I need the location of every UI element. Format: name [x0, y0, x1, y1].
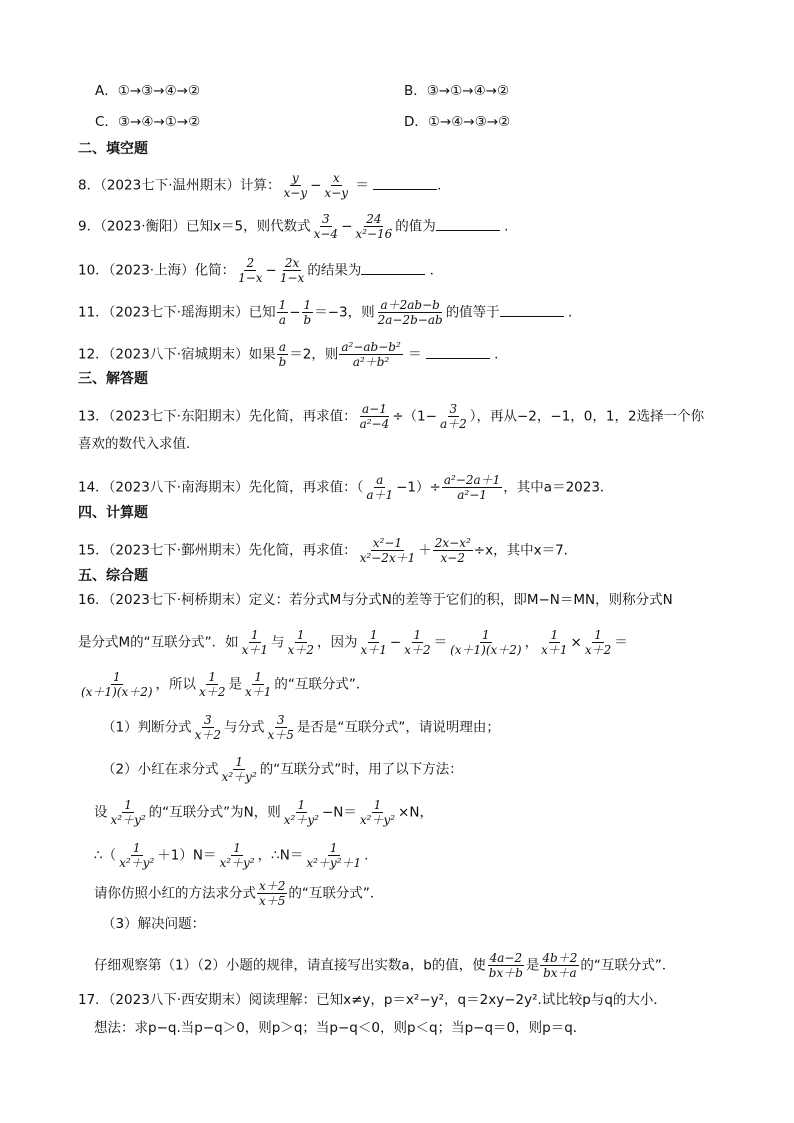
- question-16-part2-step2: ∴（ $\frac{1}{\text{x²＋y²}}$ ＋1）N＝ $\frac{1}{\text{x²＋y²}}$ ，∴N＝ $\frac{1}{\text{x²＋y²＋1}}$ .: [94, 841, 369, 870]
- option-d: D．①→④→③→②: [404, 114, 511, 130]
- fraction: $\frac{a-1}{\text{a²−4}}$: [359, 402, 390, 431]
- fraction: $\frac{1}{(x+1)(x+2)}$: [450, 628, 522, 657]
- fraction: $\frac{2x}{1-x}$: [279, 256, 305, 285]
- answer-blank[interactable]: [373, 177, 437, 190]
- fraction: $\frac{1}{x+1}$: [541, 628, 568, 657]
- fraction: $\frac{1}{x+2}$: [287, 628, 314, 657]
- fraction: $\frac{1}{a}$: [278, 298, 287, 327]
- fraction: $\frac{4b+2}{bx+a}$: [542, 951, 578, 980]
- fraction: $\frac{a}{b}$: [278, 340, 287, 369]
- answer-blank[interactable]: [361, 262, 425, 275]
- section-comp-heading: 五、综合题: [78, 568, 148, 584]
- fraction: $\frac{3}{x+5}$: [267, 713, 294, 742]
- fraction: $\frac{\text{a²−ab−b²}}{\text{a²＋b²}}$: [341, 340, 401, 369]
- fraction: $\frac{x}{x-y}$: [324, 171, 349, 200]
- question-11: 11．（2023七下·瑶海期末）已知 $\frac{1}{a}$ − $\frac{1}{b}$ ＝−3，则 $\frac{a+2ab-b}{2a-2b-ab}$ 的值等于 .: [78, 298, 573, 327]
- question-12: 12．（2023八下·宿城期末）如果 $\frac{a}{b}$ ＝2，则 $\frac{\text{a²−ab−b²}}{\text{a²＋b²}}$ ＝ .: [78, 340, 499, 369]
- fraction: $\frac{1}{\text{x²＋y²}}$: [283, 798, 319, 827]
- question-15: 15．（2023七下·鄞州期末）先化简，再求值： $\frac{\text{x²−1}}{\text{x²−2x＋1}}$ ＋ $\frac{\text{2x−x²}}{x-2}$ ÷x，其中x＝7．: [78, 536, 578, 565]
- fraction: $\frac{1}{\text{x²＋y²＋1}}$: [306, 841, 362, 870]
- fraction: $\frac{3}{a+2}$: [439, 402, 467, 431]
- question-13: 13．（2023七下·东阳期末）先化简，再求值： $\frac{a-1}{\text{a²−4}}$ ÷（1− $\frac{3}{a+2}$ ），再从−2，−1，0，1，2选择一个你: [78, 402, 705, 431]
- answer-blank[interactable]: [436, 218, 500, 231]
- fraction: $\frac{1}{x+1}$: [244, 670, 272, 699]
- question-16-part2: （2）小红在求分式 $\frac{1}{\text{x²＋y²}}$ 的“互联分式”时，用了以下方法：: [102, 755, 463, 784]
- fraction: $\frac{1}{b}$: [303, 298, 312, 327]
- fraction: $\frac{1}{\text{x²＋y²}}$: [110, 798, 146, 827]
- question-16-part2-task: 请你仿照小红的方法求分式 $\frac{x+2}{x+5}$ 的“互联分式”．: [94, 879, 384, 908]
- fraction: $\frac{1}{x+2}$: [404, 628, 431, 657]
- option-a: A．①→③→④→②: [95, 83, 201, 99]
- fraction: $\frac{\text{x²−1}}{\text{x²−2x＋1}}$: [359, 536, 416, 565]
- section-solve-heading: 三、解答题: [78, 371, 148, 387]
- fraction: $\frac{4a-2}{bx+b}$: [488, 951, 523, 980]
- question-16-part1: （1）判断分式 $\frac{3}{x+2}$ 与分式 $\frac{3}{x+5}$ 是否是“互联分式”，请说明理由；: [102, 713, 500, 742]
- section-calc-heading: 四、计算题: [78, 505, 148, 521]
- answer-blank[interactable]: [426, 346, 490, 359]
- fraction: $\frac{1}{x+1}$: [360, 628, 387, 657]
- fraction: $\frac{1}{\text{x²＋y²}}$: [221, 755, 257, 784]
- question-16-line1: 16．（2023七下·柯桥期末）定义：若分式M与分式N的差等于它们的积，即M−N＝MN，则称分式N: [78, 592, 673, 608]
- option-b: B．③→①→④→②: [404, 83, 510, 99]
- section-fill-heading: 二、填空题: [78, 141, 148, 157]
- question-16-part3: 仔细观察第（1）（2）小题的规律，请直接写出实数a，b的值，使 $\frac{4a-2}{bx+b}$ 是 $\frac{4b+2}{bx+a}$ 的“互联分式”．: [94, 951, 676, 980]
- question-10: 10．（2023·上海）化简： $\frac{2}{1-x}$ − $\frac{2x}{1-x}$ 的结果为 .: [78, 256, 434, 285]
- fraction: $\frac{1}{\text{x²＋y²}}$: [359, 798, 396, 827]
- fraction: $\frac{a}{a+1}$: [366, 473, 394, 502]
- question-8: 8．（2023七下·温州期末）计算： $\frac{y}{x-y}$ − $\frac{x}{x-y}$ ＝ .: [78, 171, 442, 200]
- fraction: $\frac{a+2ab-b}{2a-2b-ab}$: [377, 298, 443, 327]
- fraction: $\frac{1}{x+2}$: [199, 670, 226, 699]
- question-13-line2: 喜欢的数代入求值．: [78, 436, 200, 452]
- option-c: C．③→④→①→②: [95, 114, 201, 130]
- fraction: $\frac{1}{x+1}$: [241, 628, 269, 657]
- fraction: $\frac{\text{a²−2a＋1}}{\text{a²−1}}$: [443, 473, 501, 502]
- question-17-line2: 想法：求p−q.当p−q＞0，则p＞q；当p−q＜0，则p＜q；当p−q＝0，则p＝q．: [94, 1020, 587, 1036]
- fraction: $\frac{24}{\text{x²−16}}$: [355, 212, 393, 241]
- fraction: $\frac{3}{x+2}$: [194, 713, 221, 742]
- question-16-line2: 是分式M的“互联分式”．如 $\frac{1}{x+1}$ 与 $\frac{1}{x+2}$ ，因为 $\frac{1}{x+1}$ − $\frac{1}{x+2}$ ＝ $\frac{1}{(x+1)(x+2)}$ ， $\frac{1}{x+1}$ × $\frac{1}{x+2}$ ＝: [78, 628, 628, 657]
- question-9: 9．（2023·衡阳）已知x＝5，则代数式 $\frac{3}{x-4}$ − $\frac{24}{\text{x²−16}}$ 的值为 .: [78, 212, 509, 241]
- fraction: $\frac{2}{1-x}$: [238, 256, 263, 285]
- question-16-part2-step1: 设 $\frac{1}{\text{x²＋y²}}$ 的“互联分式”为N，则 $\frac{1}{\text{x²＋y²}}$ −N＝ $\frac{1}{\text{x²＋y²}}$ ×N，: [94, 798, 433, 827]
- fraction: $\frac{3}{x-4}$: [313, 212, 339, 241]
- question-16-part3-title: （3）解决问题：: [102, 916, 206, 932]
- question-14: 14．（2023八下·南海期末）先化简，再求值：（ $\frac{a}{a+1}$ −1）÷ $\frac{\text{a²−2a＋1}}{\text{a²−1}}$ ，其中a＝2023．: [78, 473, 614, 502]
- question-16-line3: $\frac{1}{(x+1)(x+2)}$ ，所以 $\frac{1}{x+2}$ 是 $\frac{1}{x+1}$ 的“互联分式”．: [81, 670, 370, 699]
- fraction: $\frac{1}{\text{x²＋y²}}$: [219, 841, 255, 870]
- answer-blank[interactable]: [500, 304, 564, 317]
- question-17-line1: 17．（2023八下·西安期末）阅读理解：已知x≠y，p＝x²−y²，q＝2xy−2y².试比较p与q的大小．: [78, 992, 667, 1008]
- fraction: $\frac{1}{x+2}$: [584, 628, 612, 657]
- fraction: $\frac{1}{\text{x²＋y²}}$: [119, 841, 155, 870]
- fraction: $\frac{y}{x-y}$: [283, 171, 308, 200]
- fraction: $\frac{x+2}{x+5}$: [259, 879, 286, 908]
- fraction: $\frac{1}{(x+1)(x+2)}$: [81, 670, 153, 699]
- fraction: $\frac{\text{2x−x²}}{x-2}$: [434, 536, 471, 565]
